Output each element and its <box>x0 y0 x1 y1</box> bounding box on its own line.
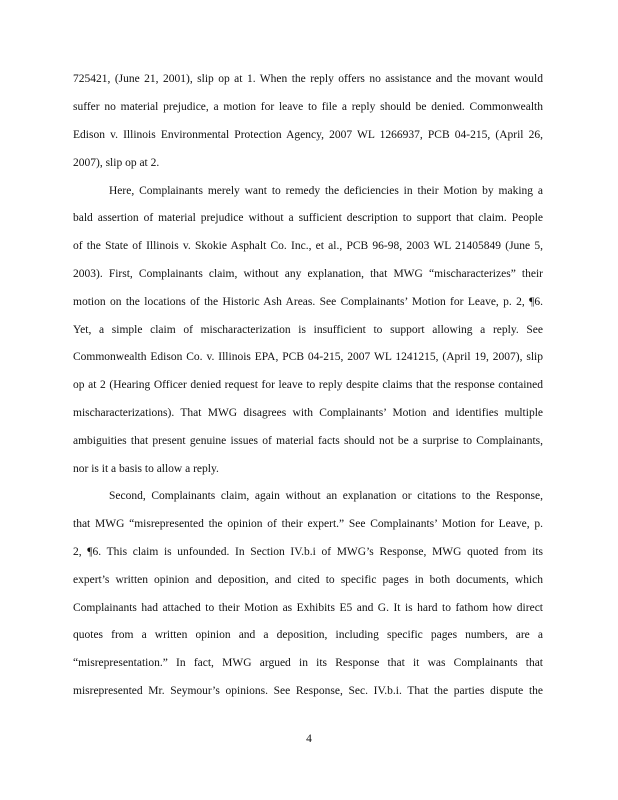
text-line: suffer no material prejudice, a motion for leave to file a reply should be denied. Commonwealth <box>73 101 543 113</box>
text-line: ambiguities that present genuine issues of material facts should not be a surprise to Complainants, <box>73 435 543 447</box>
text-line: Yet, a simple claim of mischaracterization is insufficient to support allowing a reply. See <box>73 324 543 336</box>
text-line: 2, ¶6. This claim is unfounded. In Section IV.b.i of MWG’s Response, MWG quoted from its <box>73 546 543 558</box>
paragraph-first-line: Second, Complainants claim, again without an explanation or citations to the Response, <box>109 490 543 502</box>
text-line: 2007), slip op at 2. <box>73 157 160 169</box>
text-line: bald assertion of material prejudice without a sufficient description to support that claim. People <box>73 212 543 224</box>
text-line: misrepresented Mr. Seymour’s opinions. See Response, Sec. IV.b.i. That the parties dispute the <box>73 685 543 697</box>
text-line: op at 2 (Hearing Officer denied request for leave to reply despite claims that the response contained <box>73 379 543 391</box>
text-line: Edison v. Illinois Environmental Protection Agency, 2007 WL 1266937, PCB 04-215, (April 26, <box>73 129 543 141</box>
page-number: 4 <box>306 733 312 745</box>
text-line: expert’s written opinion and deposition, and cited to specific pages in both documents, which <box>73 574 543 586</box>
text-line: mischaracterizations). That MWG disagrees with Complainants’ Motion and identifies multiple <box>73 407 543 419</box>
text-line: of the State of Illinois v. Skokie Asphalt Co. Inc., et al., PCB 96-98, 2003 WL 21405849 (June 5, <box>73 240 543 252</box>
text-line: Commonwealth Edison Co. v. Illinois EPA, PCB 04-215, 2007 WL 1241215, (April 19, 2007), slip <box>73 351 543 363</box>
paragraph-first-line: Here, Complainants merely want to remedy the deficiencies in their Motion by making a <box>109 185 543 197</box>
text-line: “misrepresentation.” In fact, MWG argued in its Response that it was Complainants that <box>73 657 543 669</box>
text-line: 725421, (June 21, 2001), slip op at 1. When the reply offers no assistance and the movant would <box>73 73 543 85</box>
text-line: motion on the locations of the Historic Ash Areas. See Complainants’ Motion for Leave, p. 2, ¶6. <box>73 296 543 308</box>
text-line: quotes from a written opinion and a deposition, including specific pages numbers, are a <box>73 629 543 641</box>
text-line: Complainants had attached to their Motion as Exhibits E5 and G. It is hard to fathom how direct <box>73 602 543 614</box>
text-line: 2003). First, Complainants claim, without any explanation, that MWG “mischaracterizes” their <box>73 268 543 280</box>
text-line: that MWG “misrepresented the opinion of their expert.” See Complainants’ Motion for Leave, p. <box>73 518 543 530</box>
text-line: nor is it a basis to allow a reply. <box>73 463 219 475</box>
